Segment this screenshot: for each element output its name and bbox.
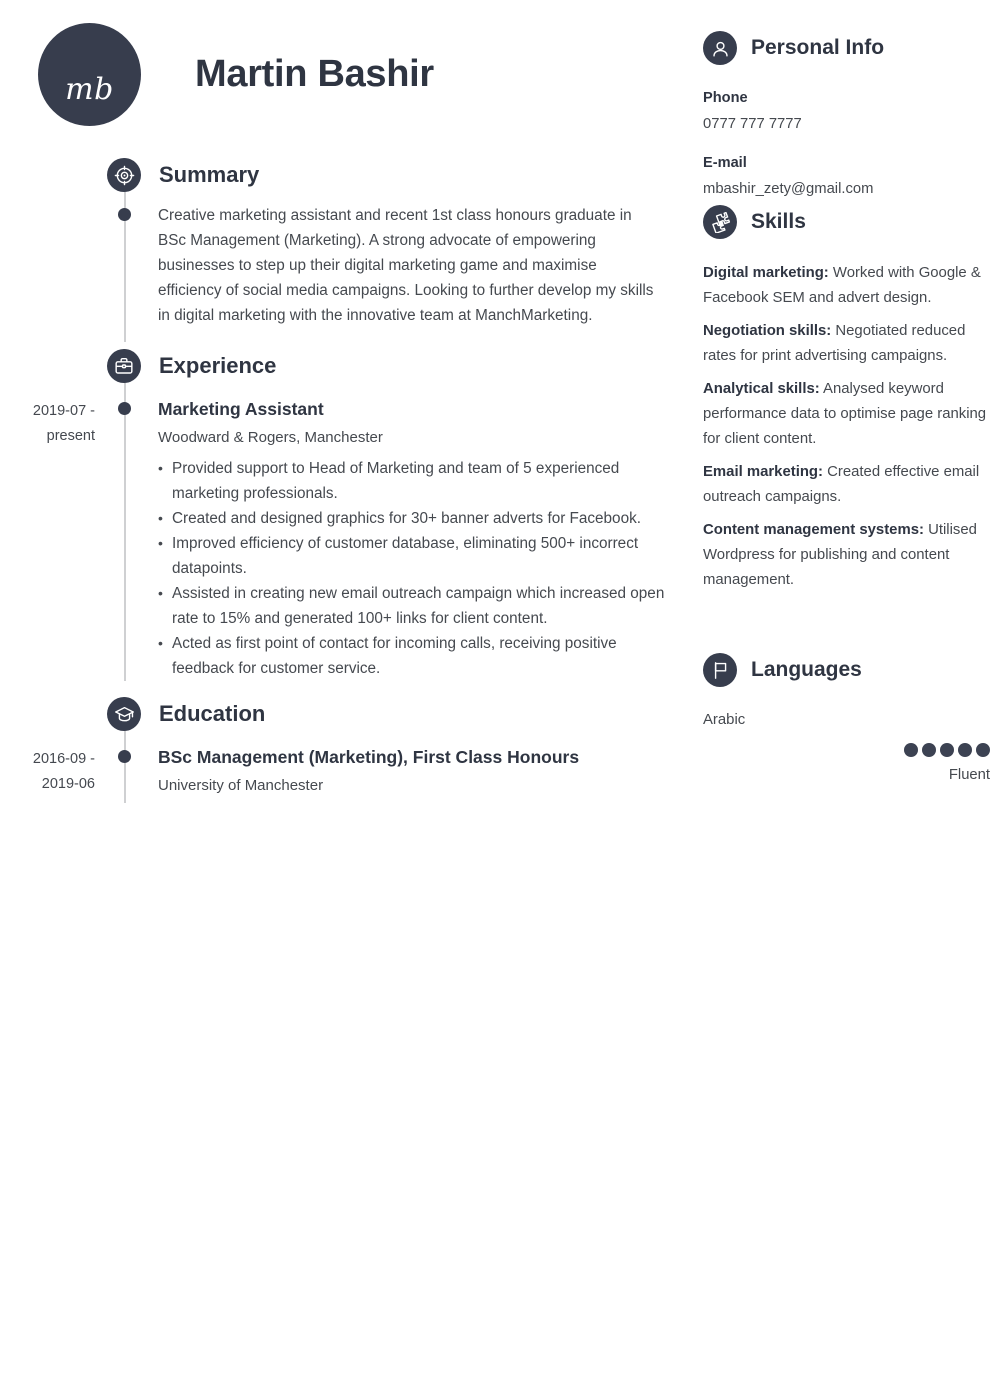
timeline-line-education bbox=[124, 731, 126, 803]
avatar bbox=[38, 23, 141, 126]
skill-item bbox=[703, 319, 990, 369]
rating-dots bbox=[703, 743, 990, 757]
person-icon bbox=[703, 31, 737, 65]
summary-text: Creative marketing assistant and recent 1st class honours graduate in BSc Management (Marketing). A strong advocate of empowering businesses to step up their digital marketing game and maximise efficiency of social media campaigns. Looking to further develop my skills in digital marketing with the innovative team at ManchMarketing. bbox=[158, 207, 654, 324]
experience-company: Woodward & Rogers, Manchester bbox=[158, 429, 383, 446]
personal-info-field-email bbox=[703, 152, 990, 200]
section-experience-header bbox=[107, 349, 276, 383]
languages-header bbox=[703, 653, 990, 687]
experience-date-0: 2019-07 - present bbox=[32, 403, 95, 444]
briefcase-icon bbox=[107, 349, 141, 383]
personal-info-field-phone bbox=[703, 87, 990, 135]
avatar-initials: mb bbox=[65, 72, 114, 107]
skills-list bbox=[703, 261, 990, 593]
skill-desc: Worked with Google & Facebook SEM and advert design. bbox=[703, 265, 981, 306]
skill-name: Analytical skills: bbox=[703, 381, 820, 397]
section-title-experience: Experience bbox=[159, 353, 277, 378]
language-level: Fluent bbox=[948, 767, 990, 783]
resume-header bbox=[38, 22, 434, 127]
skill-item bbox=[703, 518, 990, 593]
skill-item bbox=[703, 460, 990, 510]
list-item: • Improved efficiency of customer database, eliminating 500+ incorrect datapoints. bbox=[158, 531, 668, 581]
experience-bullet-list bbox=[158, 456, 668, 681]
personal-info-fields bbox=[703, 87, 990, 200]
page-title: Martin Bashir bbox=[195, 53, 434, 95]
education-institution: University of Manchester bbox=[158, 777, 324, 794]
skill-name: Negotiation skills: bbox=[703, 323, 832, 339]
list-item: • Provided support to Head of Marketing and team of 5 experienced marketing professionals. bbox=[158, 456, 668, 506]
skill-desc: Created effective email outreach campaigns. bbox=[703, 464, 980, 505]
skill-desc: Analysed keyword performance data to optimise page ranking for client content. bbox=[703, 381, 987, 447]
language-rating bbox=[703, 743, 990, 785]
skills-header bbox=[703, 205, 990, 239]
rating-dot bbox=[958, 743, 972, 757]
flag-icon bbox=[703, 653, 737, 687]
puzzle-icon bbox=[703, 205, 737, 239]
field-value: 0777 777 7777 bbox=[703, 116, 802, 132]
right-column bbox=[703, 0, 990, 1400]
field-value: mbashir_zety@gmail.com bbox=[703, 181, 874, 197]
languages-section bbox=[703, 653, 990, 785]
rating-dot bbox=[922, 743, 936, 757]
list-item: • Acted as first point of contact for incoming calls, receiving positive feedback for customer service. bbox=[158, 631, 668, 681]
language-item bbox=[703, 709, 990, 785]
section-title-summary: Summary bbox=[159, 162, 260, 187]
field-label: E-mail bbox=[703, 155, 747, 171]
section-summary-header bbox=[107, 158, 259, 192]
graduation-cap-icon bbox=[107, 697, 141, 731]
summary-body bbox=[158, 203, 658, 328]
section-title-personal-info: Personal Info bbox=[751, 36, 885, 59]
skills-section bbox=[703, 205, 990, 601]
skill-name: Digital marketing: bbox=[703, 265, 829, 281]
target-icon bbox=[107, 158, 141, 192]
section-title-languages: Languages bbox=[751, 658, 862, 681]
section-education-header bbox=[107, 697, 265, 731]
timeline-dot-summary bbox=[118, 208, 131, 221]
rating-dot bbox=[940, 743, 954, 757]
skill-desc: Utilised Wordpress for publishing and content management. bbox=[703, 522, 977, 588]
list-item: • Created and designed graphics for 30+ banner adverts for Facebook. bbox=[158, 506, 668, 531]
language-name: Arabic bbox=[703, 712, 746, 728]
experience-entry-0 bbox=[158, 397, 668, 681]
timeline-line-experience bbox=[124, 383, 126, 681]
personal-info-section bbox=[703, 31, 990, 217]
skill-name: Email marketing: bbox=[703, 464, 823, 480]
rating-dot bbox=[976, 743, 990, 757]
section-title-education: Education bbox=[159, 701, 266, 726]
experience-job-title: Marketing Assistant bbox=[158, 399, 324, 419]
section-title-skills: Skills bbox=[751, 210, 806, 233]
education-date-0: 2016-09 - 2019-06 bbox=[32, 751, 95, 792]
skill-name: Content management systems: bbox=[703, 522, 924, 538]
timeline-dot-education-0 bbox=[118, 750, 131, 763]
skill-item bbox=[703, 377, 990, 452]
field-label: Phone bbox=[703, 90, 748, 106]
skill-desc: Negotiated reduced rates for print advertising campaigns. bbox=[703, 323, 966, 364]
list-item: • Assisted in creating new email outreach campaign which increased open rate to 15% and generated 100+ links for client content. bbox=[158, 581, 668, 631]
personal-info-header bbox=[703, 31, 990, 65]
timeline-dot-experience-0 bbox=[118, 402, 131, 415]
rating-dot bbox=[904, 743, 918, 757]
education-degree: BSc Management (Marketing), First Class Honours bbox=[158, 747, 580, 767]
skill-item bbox=[703, 261, 990, 311]
education-entry-0 bbox=[158, 745, 579, 798]
